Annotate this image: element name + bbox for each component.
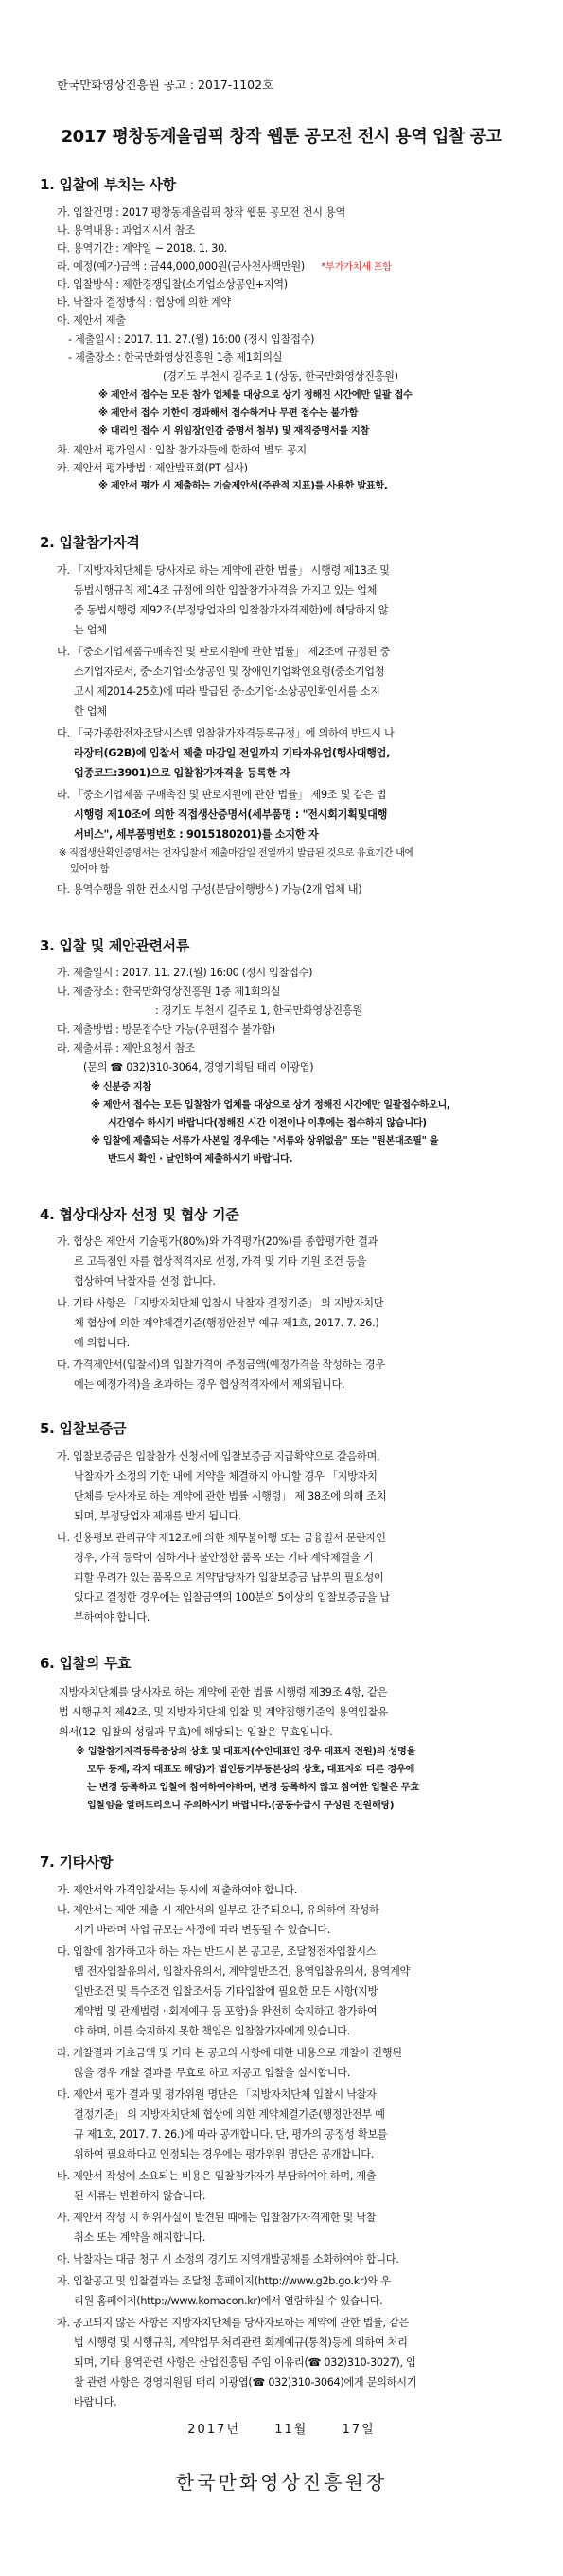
section-2-line: 한 업체	[74, 705, 107, 718]
section-4-line: 다. 가격제안서(입찰서)의 입찰가격이 추정금액(예정가격을 작성하는 경우	[57, 1359, 385, 1371]
section-7-line: 찰 관련 사항은 경영지원팀 태리 이광엽(☎ 032)310-3064)에게 문의하시기	[74, 2376, 417, 2389]
section-1-line: 차. 제안서 평가일시 : 입찰 참가자들에 한하여 별도 공지	[57, 444, 307, 456]
section-6-line: 법 시행규칙 제42조, 및 지방자치단체 입찰 및 계약집행기준의 용역입찰유	[59, 1706, 388, 1718]
section-2-line: 나. 「중소기업제품구매촉진 및 판로지원에 관한 법률」 제2조에 규정된 중	[57, 646, 391, 658]
section-2-line: 시행령 제10조에 의한 직접생산증명서(세부품명 : "전시회기획및대행	[74, 808, 388, 821]
section-7-line: 결정기준」 의 지방자치단체 협상에 의한 계약체결기준(행정안전부 예	[74, 2108, 385, 2121]
section-3-note: ※ 제안서 접수는 모든 입찰참가 업체를 대상으로 상기 정해진 시간에만 일괄접수하오니,	[91, 1100, 450, 1110]
vat-note: *부가가치세 포함	[321, 262, 392, 273]
section-4-heading: 4. 협상대상자 선정 및 협상 기준	[40, 1206, 239, 1223]
section-5-line: 경우, 가격 등락이 심하거나 불안정한 품목 또는 기타 계약체결을 기	[74, 1552, 374, 1564]
section-7-line: 되며, 기타 용역관련 사항은 산업진흥팀 주임 이유리(☎ 032)310-3027), 입	[74, 2356, 416, 2369]
section-7-line: 바랍니다.	[74, 2396, 117, 2408]
section-6-note: ※ 입찰참가자격등록증상의 상호 및 대표자(수인대표인 경우 대표자 전원)의 성명을	[76, 1747, 416, 1757]
section-6-note: 입찰임을 알려드리오니 주의하시기 바랍니다.(공동수급시 구성원 전원해당)	[87, 1801, 395, 1811]
section-1-line: (경기도 부천시 길주로 1 (상동, 한국만화영상진흥원)	[163, 370, 398, 382]
section-4-line: 협상하여 낙찰자를 선정 합니다.	[74, 1275, 216, 1288]
section-6-note: 는 변경 등록하고 입찰에 참여하여야하며, 변경 등록하지 않고 참여한 입찰은 무효	[87, 1783, 419, 1793]
notice-number: 한국만화영상진흥원 공고 : 2017-1102호	[57, 78, 274, 92]
section-3-note: 반드시 확인 · 날인하여 제출하시기 바랍니다.	[108, 1154, 293, 1164]
section-7-line: 계약법 및 관계법령 · 회계예규 등 포함)을 완전히 숙지하고 참가하여	[74, 2005, 378, 2017]
section-4-line: 가. 협상은 제안서 기술평가(80%)와 가격평가(20%)를 종합평가한 결과	[57, 1235, 378, 1248]
section-3-line: 가. 제출일시 : 2017. 11. 27.(월) 16:00 (정시 입찰접수)	[57, 967, 313, 979]
section-5-line: 되며, 부정당업자 제재를 받게 됩니다.	[74, 1510, 242, 1522]
section-2-heading: 2. 입찰참가자격	[40, 534, 140, 551]
section-1-line: 가. 입찰건명 : 2017 평창동계올림픽 창작 웹툰 공모전 전시 용역	[57, 206, 345, 219]
section-6-line: 지방자치단체를 당사자로 하는 계약에 관한 법률 시행령 제39조 4항, 같은	[59, 1686, 388, 1698]
section-2-note: 있어야 함	[70, 864, 110, 875]
section-2-line: 중 동법시행령 제92조(부정당업자의 입찰참가자격제한)에 해당하지 않	[74, 604, 389, 616]
section-7-line: 리원 홈페이지(http://www.komacon.kr)에서 열람하실 수 있습니다.	[74, 2295, 383, 2307]
section-7-line: 다. 입찰에 참가하고자 하는 자는 반드시 본 공고문, 조달청전자입찰시스	[57, 1945, 377, 1958]
section-2-line: 업종코드:3901)으로 입찰참가자격을 등록한 자	[74, 767, 290, 779]
section-5-line: 가. 입찰보증금은 입찰참가 신청서에 입찰보증금 지급확약으로 갈음하며,	[57, 1450, 380, 1463]
section-1-line	[57, 261, 392, 273]
section-1-line: 아. 제안서 제출	[57, 314, 126, 327]
section-5-line: 나. 신용평보 관리규약 제12조에 의한 채무불이행 또는 금융질서 문란자인	[57, 1532, 386, 1544]
section-7-line: 템 전자입찰유의서, 입찰자유의서, 계약일반조건, 용역입찰유의서, 용역계약	[74, 1965, 411, 1978]
section-7-line: 아. 낙찰자는 대금 청구 시 소정의 경기도 지역개발공채를 소화하여야 합니다.	[57, 2253, 399, 2265]
section-1-line: 카. 제안서 평가방법 : 제안발표회(PT 심사)	[57, 462, 248, 474]
section-3-note: 시간엄수 하시기 바랍니다(정해진 시간 이전이나 이후에는 접수하지 않습니다)	[108, 1118, 427, 1128]
section-7-line: 된 서류는 반환하지 않습니다.	[74, 2190, 206, 2202]
section-7-line: 가. 제안서와 가격입찰서는 동시에 제출하여야 합니다.	[57, 1884, 297, 1896]
section-6-heading: 6. 입찰의 무효	[40, 1655, 132, 1672]
section-2-line: 서비스", 세부품명번호 : 9015180201)를 소지한 자	[74, 828, 319, 841]
section-6-note: 모두 등재, 각자 대표도 해당)가 법인등기부등본상의 상호, 대표자와 다른 경우에	[87, 1765, 415, 1775]
section-7-line: 마. 제안서 평가 결과 및 평가위원 명단은 「지방자치단체 입찰시 낙찰자	[57, 2088, 377, 2101]
section-7-line: 위하여 필요하다고 인정되는 경우에는 평가위원 명단은 공개합니다.	[74, 2148, 374, 2160]
section-3-line: : 경기도 부천시 길주로 1, 한국만화영상진흥원	[155, 1004, 362, 1017]
section-1-line: 나. 용역내용 : 과업지시서 참조	[57, 224, 195, 237]
section-1-note: ※ 제안서 접수는 모든 참가 업체를 대상으로 상기 정해진 시간에만 일괄 접수	[98, 390, 413, 400]
section-1-note: ※ 제안서 평가 시 제출하는 기술제안서(주관적 지표)를 사용한 발표함.	[98, 481, 388, 491]
section-7-line: 바. 제안서 작성에 소요되는 비용은 입찰참가자가 부담하여야 하며, 제출	[57, 2170, 377, 2182]
section-3-line: 라. 제출서류 : 제안요청서 참조	[57, 1042, 195, 1055]
section-4-line: 로 고득점인 자를 협상적격자로 선정, 가격 및 기타 기원 조건 등을	[74, 1255, 367, 1268]
section-2-note: ※ 직접생산확인증명서는 전자입찰서 제출마감일 전일까지 발급된 것으로 유효기간 내에	[59, 848, 414, 859]
section-2-line: 라. 「중소기업제품 구매촉진 및 판로지원에 관한 법률」 제9조 및 같은 법	[57, 789, 387, 801]
section-5-line: 낙찰자가 소정의 기한 내에 계약을 체결하지 아니할 경우 「지방자치	[74, 1470, 378, 1483]
page-title: 2017 평창동계올림픽 창작 웹툰 공모전 전시 용역 입찰 공고	[61, 127, 502, 147]
section-7-line: 취소 또는 계약을 해지합니다.	[74, 2231, 206, 2244]
date-day: 17일	[342, 2423, 376, 2437]
section-2-line: 고시 제2014-25호)에 따라 발급된 중·소기업·소상공인확인서를 소지	[74, 685, 380, 698]
section-2-line: 라장터(G2B)에 입찰서 제출 마감일 전일까지 기타자유업(행사대행업,	[74, 747, 391, 759]
section-1-line: 바. 낙찰자 결정방식 : 협상에 의한 계약	[57, 296, 231, 309]
section-5-line: 피할 우려가 있는 품목으로 계약담당자가 입찰보증금 납부의 필요성이	[74, 1572, 384, 1584]
section-2-line: 다. 「국가종합전자조달시스템 입찰참가자격등록규정」에 의하여 반드시 나	[57, 727, 395, 739]
section-3-line: (문의 ☎ 032)310-3064, 경영기획팀 태리 이광엽)	[83, 1061, 314, 1074]
section-7-line: 차. 공고되지 않은 사항은 지방자치단체를 당사자로하는 계약에 관한 법률, 같은	[57, 2317, 410, 2329]
section-7-heading: 7. 기타사항	[40, 1854, 114, 1871]
section-3-note: ※ 입찰에 제출되는 서류가 사본일 경우에는 "서류와 상위없음" 또는 "원본대조필" 을	[91, 1136, 439, 1146]
section-2-line: 마. 용역수행을 위한 컨소시엄 구성(분담이행방식) 가능(2개 업체 내)	[57, 883, 362, 896]
section-1-heading: 1. 입찰에 부치는 사항	[40, 176, 176, 193]
section-2-line: 가. 「지방자치단체를 당사자로 하는 계약에 관한 법률」 시행령 제13조 및	[57, 564, 390, 577]
section-4-line: 체 협상에 의한 계약체결기준(행정안전부 예규 제1호, 2017. 7. 26.)	[74, 1317, 379, 1329]
section-7-line: 법 시행령 및 시행규칙, 계약업무 처리관련 회계예규(통칙)등에 의하여 처리	[74, 2336, 408, 2349]
section-7-line: 라. 개찰결과 기초금액 및 기타 본 공고의 사항에 대한 내용으로 개찰이 진행된	[57, 2047, 402, 2059]
section-1-line: - 제출일시 : 2017. 11. 27.(월) 16:00 (정시 입찰접수)	[68, 333, 315, 346]
budget-text: 라. 예정(예가)금액 : 금44,000,000원(금사천사백만원)	[57, 260, 305, 273]
section-6-line: 의서(12. 입찰의 성립과 무효)에 해당되는 입찰은 무효입니다.	[59, 1726, 333, 1738]
section-2-line: 동법시행규칙 제14조 규정에 의한 입찰참가자격을 가지고 있는 업체	[74, 584, 378, 596]
date-year: 2017년	[187, 2423, 240, 2437]
section-4-line: 에는 예정가격)을 초과하는 경우 협상적격자에서 제외됩니다.	[74, 1378, 345, 1391]
section-5-heading: 5. 입찰보증금	[40, 1420, 127, 1437]
section-7-line: 자. 입찰공고 및 입찰결과는 조달청 홈페이지(http://www.g2b.go.kr)와 우	[57, 2275, 391, 2287]
section-1-line: 마. 입찰방식 : 제한경쟁입찰(소기업소상공인+지역)	[57, 278, 288, 291]
section-3-line: 다. 제출방법 : 방문접수만 가능(우편접수 불가함)	[57, 1023, 275, 1036]
section-7-line: 사. 제안서 작성 시 허위사실이 발견된 때에는 입찰참가자격제한 및 낙찰	[57, 2212, 377, 2224]
section-1-note: ※ 대리인 접수 시 위임장(인감 증명서 첨부) 및 재직증명서를 지참	[98, 426, 370, 436]
section-7-line: 않을 경우 개찰 결과를 무효로 하고 재공고 입찰을 실시합니다.	[74, 2067, 350, 2079]
section-4-line: 나. 기타 사항은 「지방자치단체 입찰시 낙찰자 결정기준」 의 지방자치단	[57, 1297, 384, 1309]
section-2-line: 는 업체	[74, 624, 107, 636]
section-3-heading: 3. 입찰 및 제안관련서류	[40, 937, 190, 954]
notice-date	[0, 2424, 563, 2436]
section-5-line: 있다고 결정한 경우에는 입찰금액의 100분의 5이상의 입찰보증금을 납	[74, 1591, 390, 1604]
section-7-line: 일반조건 및 특수조건 입찰조서등 기타입찰에 필요한 모든 사항(지방	[74, 1985, 378, 1998]
section-1-line: 다. 용역기간 : 계약일 ~ 2018. 1. 30.	[57, 242, 228, 255]
section-2-line: 소기업자로서, 중·소기업·소상공인 및 장애인기업확인요령(중소기업청	[74, 666, 385, 678]
section-7-line: 야 하며, 이를 숙지하지 못한 책임은 입찰참가자에게 있습니다.	[74, 2025, 350, 2037]
section-3-line: 나. 제출장소 : 한국만화영상진흥원 1층 제1회의실	[57, 986, 281, 998]
section-3-note: ※ 신분증 지참	[91, 1082, 151, 1093]
date-month: 11월	[274, 2423, 308, 2437]
section-4-line: 에 의합니다.	[74, 1337, 131, 1349]
section-5-line: 단체를 당사자로 하는 계약에 관한 법률 시행령」 제 38조에 의해 조치	[74, 1490, 387, 1502]
section-5-line: 부하여야 합니다.	[74, 1611, 150, 1624]
section-7-line: 나. 제안서는 제안 제출 시 제안서의 일부로 간주되오니, 유의하여 작성하	[57, 1904, 379, 1916]
section-1-line: - 제출장소 : 한국만화영상진흥원 1층 제1회의실	[68, 351, 283, 364]
section-7-line: 규 제1호, 2017. 7. 26.)에 따라 공개합니다. 단, 평가의 공정성 확보를	[74, 2128, 388, 2141]
organization-name: 한국만화영상진흥원장	[175, 2471, 388, 2494]
section-1-note: ※ 제안서 접수 기한이 경과해서 접수하거나 무편 접수는 불가함	[98, 408, 359, 418]
section-7-line: 시기 바라며 사업 규모는 사정에 따라 변동될 수 있습니다.	[74, 1924, 330, 1936]
